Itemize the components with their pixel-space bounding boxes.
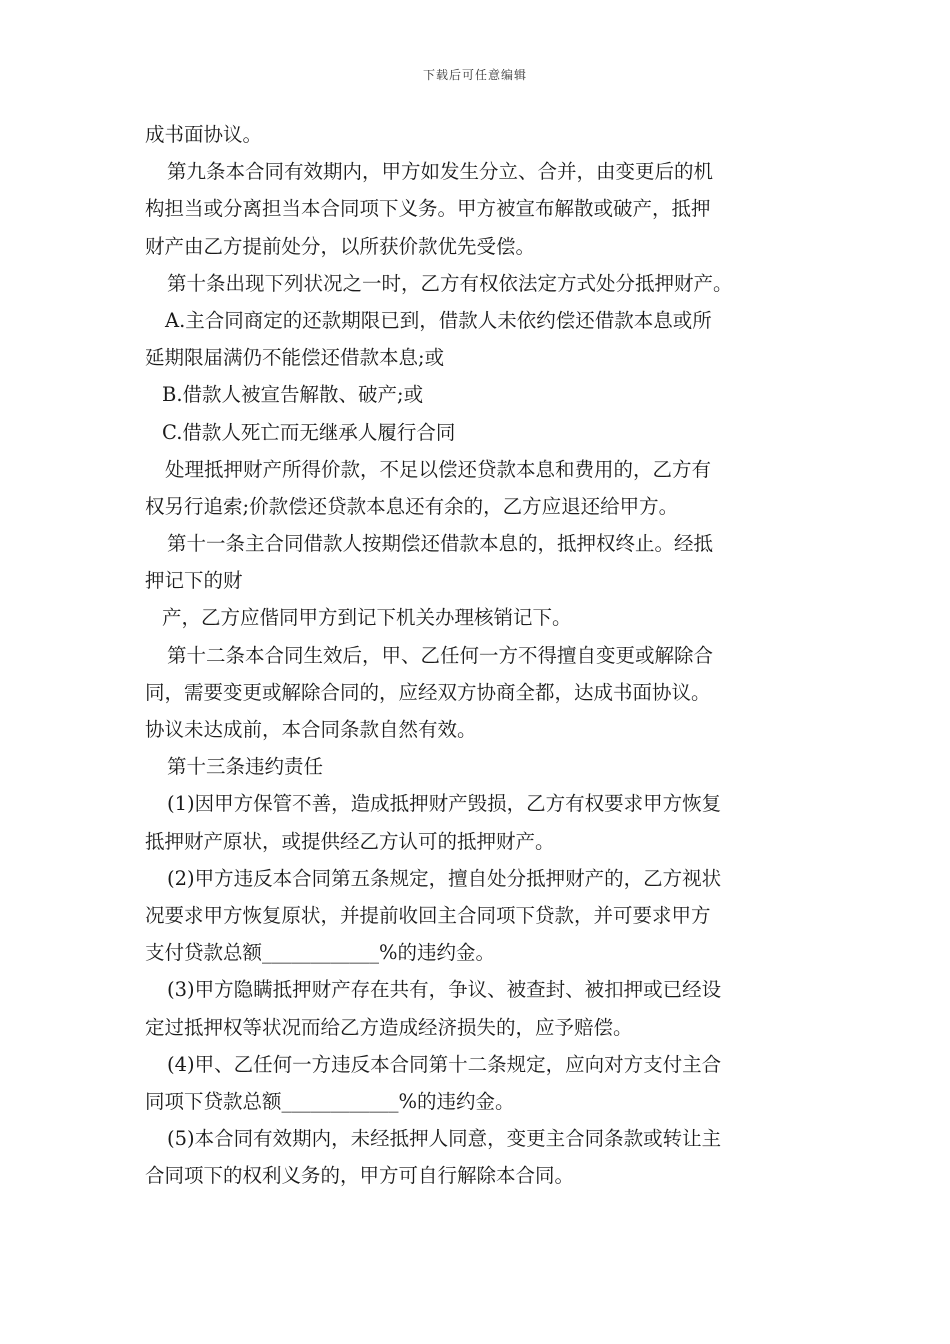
paragraph-line: 支付贷款总额____________%的违约金。 xyxy=(145,941,496,965)
document-body xyxy=(145,116,810,1194)
paragraph-line: 产，乙方应偕同甲方到记下机关办理核销记下。 xyxy=(162,606,572,630)
paragraph-line: B.借款人被宣告解散、破产;或 xyxy=(162,383,424,407)
paragraph-line: 第十三条违约责任 xyxy=(167,755,324,779)
paragraph-line: A.主合同商定的还款期限已到，借款人未依约偿还借款本息或所 xyxy=(165,308,712,332)
paragraph-line: 同项下贷款总额____________%的违约金。 xyxy=(145,1089,515,1113)
paragraph-line: 权另行追索;价款偿还贷款本息还有余的，乙方应退还给甲方。 xyxy=(145,494,679,518)
paragraph-line: 第十二条本合同生效后，甲、乙任何一方不得擅自变更或解除合 xyxy=(167,643,714,667)
paragraph-line: 同，需要变更或解除合同的，应经双方协商全都，达成书面协议。 xyxy=(145,680,711,704)
paragraph-line: 协议未达成前，本合同条款自然有效。 xyxy=(145,718,477,741)
paragraph-line: 第十条出现下列状况之一时，乙方有权依法定方式处分抵押财产。 xyxy=(167,271,733,295)
paragraph-line: 合同项下的权利义务的，甲方可自行解除本合同。 xyxy=(145,1164,575,1188)
paragraph-line: (5)本合同有效期内，未经抵押人同意，变更主合同条款或转让主 xyxy=(167,1127,722,1151)
paragraph-line: 押记下的财 xyxy=(145,569,243,593)
paragraph-line: 成书面协议。 xyxy=(145,123,263,146)
paragraph-line: 构担当或分离担当本合同项下义务。甲方被宣布解散或破产，抵押 xyxy=(145,197,711,221)
page-header: 下载后可任意编辑 xyxy=(422,68,527,82)
paragraph-line: 抵押财产原状，或提供经乙方认可的抵押财产。 xyxy=(145,829,555,853)
paragraph-line: (1)因甲方保管不善，造成抵押财产毁损，乙方有权要求甲方恢复 xyxy=(167,792,722,816)
paragraph-line: 处理抵押财产所得价款，不足以偿还贷款本息和费用的，乙方有 xyxy=(165,457,712,481)
paragraph-line: 财产由乙方提前处分，以所获价款优先受偿。 xyxy=(145,234,536,258)
paragraph-line: 定过抵押权等状况而给乙方造成经济损失的，应予赔偿。 xyxy=(145,1015,633,1039)
paragraph-line: 第九条本合同有效期内，甲方如发生分立、合并，由变更后的机 xyxy=(167,160,714,184)
paragraph-line: (3)甲方隐瞒抵押财产存在共有，争议、被查封、被扣押或已经设 xyxy=(167,978,722,1002)
paragraph-line: (2)甲方违反本合同第五条规定，擅自处分抵押财产的，乙方视状 xyxy=(167,866,722,890)
paragraph-line: 第十一条主合同借款人按期偿还借款本息的，抵押权终止。经抵 xyxy=(167,532,714,556)
paragraph-line: (4)甲、乙任何一方违反本合同第十二条规定，应向对方支付主合 xyxy=(167,1052,722,1076)
paragraph-line: 延期限届满仍不能偿还借款本息;或 xyxy=(145,346,445,370)
paragraph-line: C.借款人死亡而无继承人履行合同 xyxy=(162,420,456,444)
paragraph-line: 况要求甲方恢复原状，并提前收回主合同项下贷款，并可要求甲方 xyxy=(145,903,711,927)
